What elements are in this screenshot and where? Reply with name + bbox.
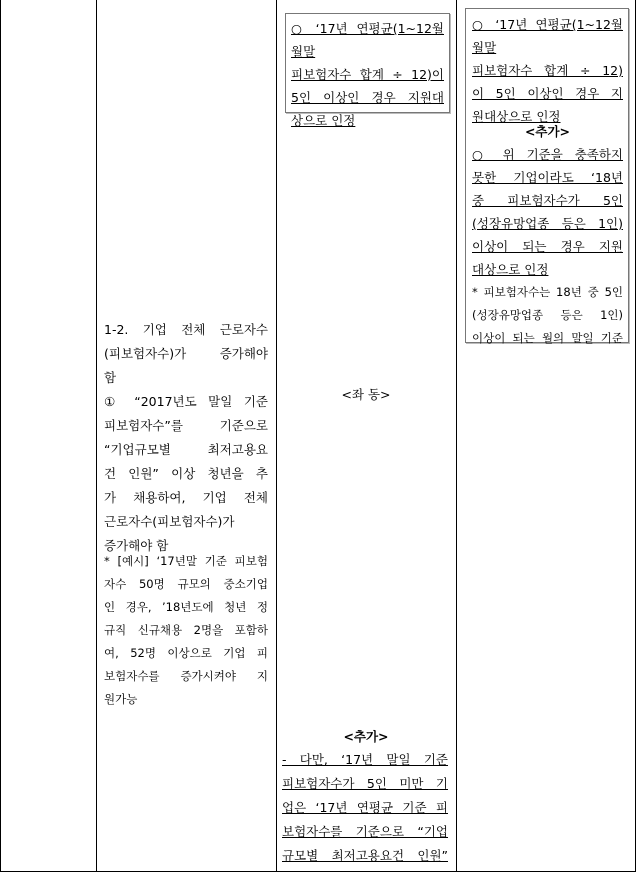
text-line: 증가해야 함 — [104, 538, 169, 553]
text-line: 자수 50명 규모의 중소기업 — [104, 577, 268, 591]
text-line: 피보험자수 합계 ÷ 12) — [472, 63, 623, 78]
text-line: 원대상으로 인정 — [472, 109, 561, 124]
col3-add-heading: <추가> — [343, 729, 389, 744]
col4-add-heading: <추가> — [524, 124, 571, 139]
text-line: 이 5인 이상인 경우 지 — [472, 86, 623, 101]
text-line: ① “2017년도 말일 기준 — [104, 394, 268, 409]
col2-example-text — [104, 550, 268, 711]
text-line: * [예시] ‘17년말 기준 피보험 — [104, 554, 268, 568]
text-line: 피보험자수 합계 ÷ 12)이 — [291, 67, 444, 82]
text-line: (성장유망업종 등은 1인) — [472, 308, 623, 322]
col3-criteria-text — [291, 17, 444, 132]
text-line: 1-2. 기업 전체 근로자수 — [104, 322, 268, 337]
col3-criteria-box — [285, 13, 450, 128]
text-line: - 다만, ‘17년 말일 기준 — [282, 752, 448, 767]
text-line: 건 인원” 이상 청년을 추 — [104, 466, 268, 481]
text-line: 근로자수(피보험자수)가 — [104, 514, 235, 529]
col4-add-text — [472, 143, 623, 281]
col4-criteria-text — [472, 13, 623, 128]
table-column-divider — [456, 0, 457, 872]
col3-add-text — [282, 748, 448, 868]
text-line: 피보험자수가 5인 미만 기 — [282, 776, 448, 791]
text-line: 이상이 되는 월의 말일 기준 — [472, 331, 623, 345]
col4-criteria-box — [465, 8, 629, 343]
text-line: 보험자수를 증가시켜야 지 — [104, 669, 268, 683]
text-line: 대상으로 인정 — [472, 262, 549, 277]
text-line: 함 — [104, 370, 117, 385]
text-line: 규모별 최저고용요건 인원” — [282, 848, 448, 863]
text-line: 보험자수를 기준으로 “기업 — [282, 824, 448, 839]
table-column-divider — [276, 0, 277, 872]
table-column-divider — [96, 0, 97, 872]
col4-note-text — [472, 281, 623, 350]
text-line: ○ ‘17년 연평균(1~12월 월말 — [291, 21, 444, 59]
table-border-left — [0, 0, 1, 872]
text-line: 이상이 되는 경우 지원 — [472, 239, 623, 254]
text-line: “기업규모별 최저고용요 — [104, 442, 268, 457]
text-line: 인 경우, ’18년도에 청년 정 — [104, 600, 268, 614]
text-line: 가 채용하여, 기업 전체 — [104, 490, 268, 505]
text-line: 여, 52명 이상으로 기업 피 — [104, 646, 268, 660]
text-line: (피보험자수)가 증가해야 — [104, 346, 268, 361]
text-line: 원가능 — [104, 692, 138, 706]
text-line: 규직 신규채용 2명을 포함하 — [104, 623, 268, 637]
text-line: 5인 이상인 경우 지원대 — [291, 90, 444, 105]
text-line: 업은 ‘17년 연평균 기준 피 — [282, 800, 448, 815]
text-line: ○ ‘17년 연평균(1~12월 월말 — [472, 17, 623, 55]
text-line: 피보험자수”를 기준으로 — [104, 418, 268, 433]
col2-requirement-text — [104, 318, 268, 558]
text-line: (성장유망업종 등은 1인) — [472, 216, 623, 231]
text-line: 못한 기업이라도 ‘18년 — [472, 170, 623, 185]
text-line: * 피보험자수는 18년 중 5인 — [472, 285, 623, 299]
text-line: 중 피보험자수가 5인 — [472, 193, 623, 208]
text-line: ○ 위 기준을 충족하지 — [472, 147, 623, 162]
text-line: 상으로 인정 — [291, 113, 356, 128]
col3-same-as-left: <좌 동> — [341, 387, 391, 402]
